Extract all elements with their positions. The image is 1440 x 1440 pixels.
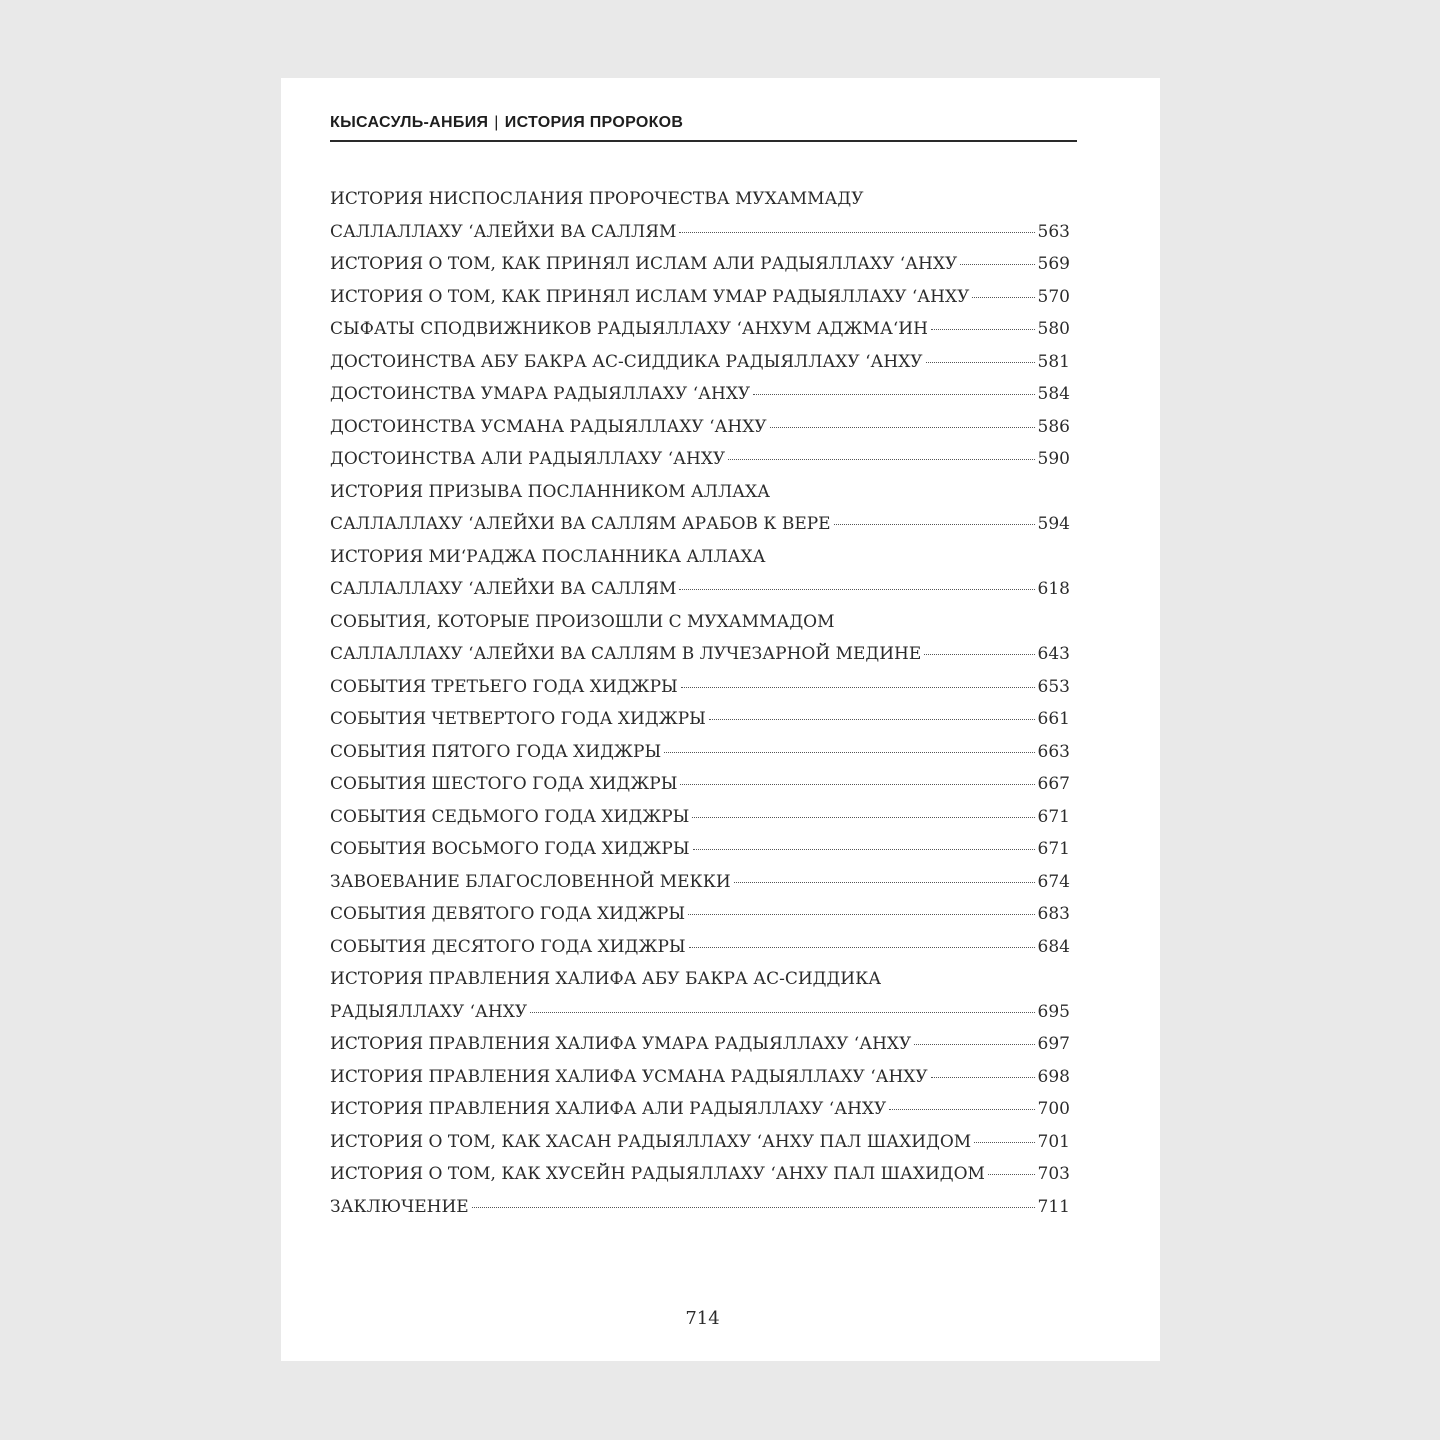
- toc-entry: [330, 671, 1070, 704]
- toc-entry-page: 671: [1037, 839, 1070, 859]
- toc-entry-page: 695: [1037, 1001, 1070, 1022]
- toc-entry-title: ИСТОРИЯ ПРАВЛЕНИЯ ХАЛИФА АБУ БАКРА АС-СИДДИКА: [330, 969, 882, 989]
- dot-leader: [914, 1043, 1034, 1045]
- toc-entry-page: 683: [1037, 904, 1070, 924]
- toc-entry-title: ИСТОРИЯ О ТОМ, КАК ПРИНЯЛ ИСЛАМ УМАР РАДЫЯЛЛАХУ ‘АНХУ: [330, 286, 970, 307]
- toc-entry-title: ЗАВОЕВАНИЕ БЛАГОСЛОВЕННОЙ МЕККИ: [330, 871, 731, 892]
- toc-entry: [330, 1093, 1070, 1126]
- toc-entry-page: 700: [1037, 1099, 1070, 1119]
- toc-entry: [330, 736, 1070, 769]
- page-number: 714: [685, 1308, 720, 1329]
- toc-entry-page: 653: [1037, 676, 1070, 697]
- dot-leader: [889, 1108, 1034, 1110]
- dot-leader: [664, 751, 1034, 753]
- toc-entry-page: 671: [1037, 806, 1070, 827]
- toc-entry-page: 667: [1037, 774, 1070, 794]
- toc-entry-page: 684: [1037, 936, 1070, 957]
- toc-entry-page: 674: [1037, 871, 1070, 892]
- dot-leader: [974, 1141, 1034, 1143]
- toc-entry: [330, 801, 1070, 834]
- toc-entry: [330, 638, 1070, 671]
- toc-entry-title: ИСТОРИЯ ПРАВЛЕНИЯ ХАЛИФА УМАРА РАДЫЯЛЛАХУ ‘АНХУ: [330, 1034, 912, 1054]
- toc-entry-page: 711: [1037, 1196, 1070, 1217]
- toc-entry-page: 563: [1037, 221, 1070, 242]
- toc-entry: [330, 1158, 1070, 1191]
- toc-entry: [330, 313, 1070, 346]
- toc-entry-page: 594: [1037, 514, 1070, 534]
- toc-entry-page: 701: [1037, 1131, 1070, 1152]
- toc-entry-title: СОБЫТИЯ ШЕСТОГО ГОДА ХИДЖРЫ: [330, 774, 678, 794]
- toc-entry-title: СОБЫТИЯ СЕДЬМОГО ГОДА ХИДЖРЫ: [330, 806, 690, 827]
- toc-entry-title: САЛЛАЛЛАХУ ‘АЛЕЙХИ ВА САЛЛЯМ: [330, 221, 677, 242]
- table-of-contents: [330, 183, 1070, 1223]
- toc-entry: [330, 833, 1070, 866]
- dot-leader: [753, 393, 1034, 395]
- toc-entry-title: ИСТОРИЯ МИ‘РАДЖА ПОСЛАННИКА АЛЛАХА: [330, 546, 766, 567]
- toc-entry-page: 570: [1037, 286, 1070, 307]
- toc-entry: [330, 346, 1070, 379]
- dot-leader: [834, 523, 1035, 525]
- toc-entry-page: 663: [1037, 741, 1070, 762]
- toc-entry-title: ИСТОРИЯ О ТОМ, КАК ПРИНЯЛ ИСЛАМ АЛИ РАДЫЯЛЛАХУ ‘АНХУ: [330, 254, 958, 274]
- toc-entry: [330, 281, 1070, 314]
- toc-entry-title: СОБЫТИЯ ЧЕТВЕРТОГО ГОДА ХИДЖРЫ: [330, 709, 706, 729]
- toc-entry-page: 643: [1037, 644, 1070, 664]
- dot-leader: [960, 263, 1034, 265]
- toc-entry: [330, 248, 1070, 281]
- toc-entry-title: ИСТОРИЯ ПРИЗЫВА ПОСЛАННИКОМ АЛЛАХА: [330, 481, 770, 502]
- toc-entry: [330, 606, 1070, 639]
- toc-entry-page: 580: [1037, 319, 1070, 339]
- toc-entry: [330, 1191, 1070, 1224]
- dot-leader: [988, 1173, 1035, 1175]
- toc-entry-title: СОБЫТИЯ ДЕСЯТОГО ГОДА ХИДЖРЫ: [330, 936, 686, 957]
- toc-entry: [330, 1126, 1070, 1159]
- dot-leader: [688, 913, 1034, 915]
- toc-entry: [330, 866, 1070, 899]
- dot-leader: [931, 1076, 1035, 1078]
- dot-leader: [680, 783, 1034, 785]
- toc-entry-title: САЛЛАЛЛАХУ ‘АЛЕЙХИ ВА САЛЛЯМ: [330, 579, 677, 599]
- toc-entry: [330, 768, 1070, 801]
- toc-entry-page: 698: [1037, 1066, 1070, 1087]
- dot-leader: [770, 426, 1035, 428]
- toc-entry-title: СОБЫТИЯ ПЯТОГО ГОДА ХИДЖРЫ: [330, 741, 662, 762]
- toc-entry: [330, 898, 1070, 931]
- toc-entry-page: 697: [1037, 1034, 1070, 1054]
- toc-entry: [330, 508, 1070, 541]
- book-page: [281, 78, 1160, 1361]
- toc-entry: [330, 443, 1070, 476]
- toc-entry-title: ДОСТОИНСТВА АЛИ РАДЫЯЛЛАХУ ‘АНХУ: [330, 449, 726, 469]
- toc-entry: [330, 996, 1070, 1029]
- toc-entry-title: ИСТОРИЯ ПРАВЛЕНИЯ ХАЛИФА УСМАНА РАДЫЯЛЛАХУ ‘АНХУ: [330, 1066, 928, 1087]
- toc-entry: [330, 476, 1070, 509]
- dot-leader: [926, 361, 1035, 363]
- toc-entry-title: СЫФАТЫ СПОДВИЖНИКОВ РАДЫЯЛЛАХУ ‘АНХУМ АДЖМА‘ИН: [330, 319, 928, 339]
- dot-leader: [709, 718, 1035, 720]
- toc-entry: [330, 541, 1070, 574]
- toc-entry-title: САЛЛАЛЛАХУ ‘АЛЕЙХИ ВА САЛЛЯМ АРАБОВ К ВЕРЕ: [330, 514, 831, 534]
- dot-leader: [679, 588, 1034, 590]
- book-title: КЫСАСУЛЬ-АНБИЯ: [330, 114, 489, 131]
- toc-entry-title: ИСТОРИЯ О ТОМ, КАК ХУСЕЙН РАДЫЯЛЛАХУ ‘АНХУ ПАЛ ШАХИДОМ: [330, 1164, 985, 1184]
- toc-entry-page: 581: [1037, 351, 1070, 372]
- toc-entry-title: ДОСТОИНСТВА УМАРА РАДЫЯЛЛАХУ ‘АНХУ: [330, 384, 751, 404]
- toc-entry-page: 590: [1037, 449, 1070, 469]
- toc-entry: [330, 703, 1070, 736]
- header-separator: |: [494, 114, 499, 131]
- toc-entry: [330, 216, 1070, 249]
- toc-entry: [330, 573, 1070, 606]
- toc-entry-title: ДОСТОИНСТВА АБУ БАКРА АС-СИДДИКА РАДЫЯЛЛАХУ ‘АНХУ: [330, 351, 923, 372]
- toc-entry: [330, 183, 1070, 216]
- toc-entry-title: РАДЫЯЛЛАХУ ‘АНХУ: [330, 1001, 528, 1022]
- dot-leader: [931, 328, 1035, 330]
- toc-entry-title: ЗАКЛЮЧЕНИЕ: [330, 1196, 469, 1217]
- dot-leader: [692, 816, 1034, 818]
- toc-entry-title: ДОСТОИНСТВА УСМАНА РАДЫЯЛЛАХУ ‘АНХУ: [330, 416, 767, 437]
- toc-entry-page: 584: [1037, 384, 1070, 404]
- book-subtitle: ИСТОРИЯ ПРОРОКОВ: [504, 114, 684, 131]
- toc-entry: [330, 963, 1070, 996]
- toc-entry-page: 703: [1037, 1164, 1070, 1184]
- toc-entry-title: ИСТОРИЯ НИСПОСЛАНИЯ ПРОРОЧЕСТВА МУХАММАДУ: [330, 189, 864, 209]
- dot-leader: [681, 686, 1035, 688]
- dot-leader: [472, 1206, 1035, 1208]
- dot-leader: [679, 231, 1034, 233]
- dot-leader: [693, 848, 1035, 850]
- toc-entry-title: СОБЫТИЯ ДЕВЯТОГО ГОДА ХИДЖРЫ: [330, 904, 686, 924]
- toc-entry: [330, 1028, 1070, 1061]
- toc-entry-title: СОБЫТИЯ ТРЕТЬЕГО ГОДА ХИДЖРЫ: [330, 676, 678, 697]
- toc-entry-page: 569: [1037, 254, 1070, 274]
- toc-entry-title: САЛЛАЛЛАХУ ‘АЛЕЙХИ ВА САЛЛЯМ В ЛУЧЕЗАРНОЙ МЕДИНЕ: [330, 644, 922, 664]
- toc-entry-title: ИСТОРИЯ ПРАВЛЕНИЯ ХАЛИФА АЛИ РАДЫЯЛЛАХУ ‘АНХУ: [330, 1099, 887, 1119]
- toc-entry: [330, 378, 1070, 411]
- dot-leader: [924, 653, 1034, 655]
- toc-entry-page: 661: [1037, 709, 1070, 729]
- dot-leader: [734, 881, 1035, 883]
- toc-entry: [330, 1061, 1070, 1094]
- dot-leader: [689, 946, 1035, 948]
- toc-entry-title: СОБЫТИЯ, КОТОРЫЕ ПРОИЗОШЛИ С МУХАММАДОМ: [330, 611, 835, 632]
- running-header: [330, 114, 1077, 142]
- toc-entry-page: 618: [1037, 579, 1070, 599]
- dot-leader: [728, 458, 1034, 460]
- toc-entry: [330, 411, 1070, 444]
- toc-entry-title: ИСТОРИЯ О ТОМ, КАК ХАСАН РАДЫЯЛЛАХУ ‘АНХУ ПАЛ ШАХИДОМ: [330, 1131, 972, 1152]
- toc-entry-page: 586: [1037, 416, 1070, 437]
- dot-leader: [530, 1011, 1034, 1013]
- dot-leader: [972, 296, 1034, 298]
- toc-entry-title: СОБЫТИЯ ВОСЬМОГО ГОДА ХИДЖРЫ: [330, 839, 690, 859]
- toc-entry: [330, 931, 1070, 964]
